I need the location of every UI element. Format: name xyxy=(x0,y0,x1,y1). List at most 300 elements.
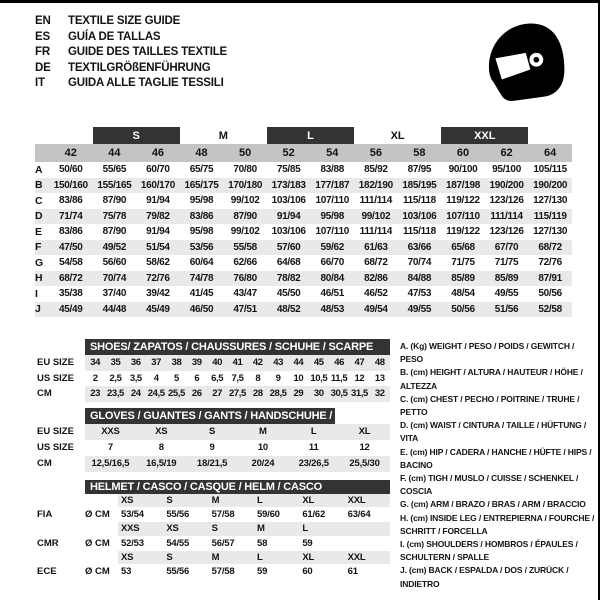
measurement-value: 80/84 xyxy=(310,271,354,287)
measurement-value: 83/86 xyxy=(59,226,83,238)
measurement-value: 91/94 xyxy=(267,209,311,225)
value-cell: 56/57 xyxy=(211,537,235,549)
size-group-xl: XL xyxy=(390,129,405,142)
guide-title: GUIDA ALLE TAGLIE TESSILI xyxy=(68,77,224,90)
measurement-value: 49/55 xyxy=(398,302,442,318)
size-cell: M xyxy=(211,551,220,563)
size-number: 46 xyxy=(136,144,180,162)
row-values xyxy=(118,522,390,536)
guide-title: GUIDE DES TAILLES TEXTILE xyxy=(68,46,227,59)
measurement-value: 55/58 xyxy=(223,240,267,256)
value-cell: 58 xyxy=(256,537,268,549)
measurement-value: 103/106 xyxy=(271,226,306,238)
measurement-value: 107/110 xyxy=(315,226,349,238)
measurement-value: 155/165 xyxy=(93,178,137,194)
main-size-table xyxy=(35,127,572,317)
value-cell: 16,5/19 xyxy=(146,457,177,469)
measurement-value: 173/183 xyxy=(267,178,311,194)
unit-spacer xyxy=(85,494,118,508)
value-cell: 11 xyxy=(308,441,319,453)
gloves-table xyxy=(0,424,400,472)
language-code: FR xyxy=(35,46,50,59)
unit-label: Ø CM xyxy=(85,537,110,549)
measurement-value: 65/75 xyxy=(189,164,214,176)
measurement-value: 59/62 xyxy=(310,240,354,256)
value-cell: 20/24 xyxy=(251,457,275,469)
row-label-spacer xyxy=(37,522,85,536)
value-cell: 36 xyxy=(130,357,141,368)
measurement-value: 41/45 xyxy=(189,288,214,300)
row-values xyxy=(85,386,390,402)
value-cell: 59 xyxy=(302,537,313,549)
row-values xyxy=(85,355,390,371)
measurement-row xyxy=(35,302,572,318)
measurement-value: 48/54 xyxy=(451,288,475,300)
size-group-spacer xyxy=(528,127,572,144)
language-code: IT xyxy=(35,77,45,90)
value-cell: 28,5 xyxy=(269,388,287,399)
legend-entry: A. (Kg) WEIGHT / PESO / POIDS / GEWITCH / PESO xyxy=(400,341,575,365)
measurement-letter: F xyxy=(35,240,49,256)
measurement-value: 52/58 xyxy=(528,302,572,318)
row-values xyxy=(85,456,390,472)
helmet-logo-icon xyxy=(477,16,569,110)
standard-label: FIA xyxy=(37,509,53,520)
value-cell: 27,5 xyxy=(229,388,246,399)
measurement-value: 115/119 xyxy=(528,209,572,225)
value-cell: 37 xyxy=(151,357,162,368)
value-cell: 61/62 xyxy=(302,509,326,520)
value-cell: 4 xyxy=(153,372,159,384)
row-values xyxy=(118,494,390,508)
helmet-values-row xyxy=(0,507,400,522)
measurement-row xyxy=(35,271,572,287)
measurement-row xyxy=(35,286,572,302)
measurement-value: 62/66 xyxy=(233,257,257,269)
measurement-value: 91/94 xyxy=(146,195,170,207)
legend-entry: E. (cm) HIP / CADERA / HANCHE / HÜFTE / HIPS / BACINO xyxy=(400,446,592,470)
measurement-value: 50/56 xyxy=(441,302,485,318)
value-cell: 59/60 xyxy=(256,509,280,520)
measurement-value: 51/56 xyxy=(485,302,529,318)
size-group-spacer xyxy=(35,127,93,144)
value-cell: 57/58 xyxy=(211,566,235,577)
size-cell: M xyxy=(211,494,220,506)
measurement-value: 54/58 xyxy=(59,257,83,269)
measurement-value: 51/54 xyxy=(136,240,180,256)
value-cell: 44 xyxy=(293,357,304,368)
legend-entry: F. (cm) TIGH / MUSLO / CUISSE / SCHENKEL / COSCIA xyxy=(400,473,579,497)
measurement-value: 99/102 xyxy=(230,195,260,207)
value-cell: 23 xyxy=(90,388,101,399)
size-number: 54 xyxy=(310,144,354,162)
measurement-value: 68/72 xyxy=(49,271,93,287)
measurement-value: 165/175 xyxy=(180,178,224,194)
measurement-value: 107/110 xyxy=(441,209,485,225)
row-label: CM xyxy=(37,457,52,469)
row-values xyxy=(118,551,390,565)
size-number-spacer xyxy=(35,144,49,162)
measurement-value: 75/78 xyxy=(93,209,137,225)
measurement-value: 47/53 xyxy=(407,288,432,300)
size-number: 60 xyxy=(441,144,485,162)
measurement-value: 111/114 xyxy=(359,195,393,207)
measurement-value: 160/170 xyxy=(136,178,180,194)
value-cell: 32 xyxy=(374,388,385,399)
measurement-value: 105/115 xyxy=(533,164,567,176)
unit-spacer xyxy=(85,522,118,536)
measurement-value: 177/187 xyxy=(310,178,354,194)
value-cell: 25,5 xyxy=(168,388,185,399)
size-number-row xyxy=(35,144,572,162)
value-cell: 2,5 xyxy=(109,372,122,384)
measurement-value: 119/122 xyxy=(446,195,480,207)
measurement-letter: C xyxy=(35,194,43,207)
measurement-value: 90/100 xyxy=(448,164,478,176)
value-cell: 10 xyxy=(293,372,304,384)
size-group-s: S xyxy=(93,127,180,144)
row-label: CM xyxy=(37,388,52,399)
value-cell: 7 xyxy=(107,441,113,453)
value-cell: 7,5 xyxy=(231,372,244,384)
measurement-letter: B xyxy=(35,178,49,194)
value-cell: 53 xyxy=(121,566,132,577)
size-group-m: M xyxy=(218,129,228,142)
value-cell: 8 xyxy=(158,441,164,453)
measurement-letter: E xyxy=(35,225,42,238)
value-cell: 35 xyxy=(110,357,121,368)
value-cell: 10 xyxy=(257,441,268,453)
measurement-value: 115/118 xyxy=(402,226,436,238)
row-label: EU SIZE xyxy=(37,357,74,368)
measurement-value: 87/90 xyxy=(102,226,127,238)
value-cell: 2 xyxy=(92,372,98,384)
value-cell: 18/21,5 xyxy=(196,457,228,469)
measurement-value: 111/114 xyxy=(485,209,529,225)
language-row xyxy=(35,76,227,92)
measurement-value: 87/95 xyxy=(407,164,432,176)
value-cell: 26 xyxy=(191,388,202,399)
value-cell: 45 xyxy=(313,357,324,368)
size-row xyxy=(0,371,400,387)
value-cell: 11,5 xyxy=(330,372,348,384)
measurement-value: 50/56 xyxy=(538,288,562,300)
measurement-value: 87/90 xyxy=(102,195,127,207)
value-cell: 43 xyxy=(273,357,283,368)
legend-entry: C. (cm) CHEST / PECHO / POITRINE / TRUHE / PETTO xyxy=(400,393,580,418)
size-cell: M xyxy=(256,523,265,534)
measurement-value: 46/51 xyxy=(320,288,345,300)
measurement-value: 37/40 xyxy=(102,288,127,300)
helmet-sizes-row xyxy=(0,494,400,508)
value-cell: 55/56 xyxy=(166,509,190,520)
measurement-value: 190/200 xyxy=(528,178,572,194)
value-cell: 31,5 xyxy=(350,388,368,399)
measurement-legend xyxy=(400,340,597,591)
footwear-apparel-tables xyxy=(0,339,400,579)
row-label: EU SIZE xyxy=(37,425,74,437)
row-values xyxy=(118,536,390,551)
value-cell: 52/53 xyxy=(121,537,144,549)
legend-entry: G. (cm) ARM / BRAZO / BRAS / ARM / BRACCIO xyxy=(400,499,586,510)
measurement-value: 99/102 xyxy=(354,209,398,225)
size-cell: XS xyxy=(166,523,179,534)
measurement-value: 55/65 xyxy=(102,164,127,176)
unit-spacer xyxy=(85,551,118,565)
measurement-value: 67/70 xyxy=(485,240,529,256)
row-label: US SIZE xyxy=(37,372,74,384)
value-cell: 57/58 xyxy=(211,509,235,520)
value-cell: S xyxy=(209,425,216,437)
helmet-values-row xyxy=(0,536,400,551)
measurement-value: 45/50 xyxy=(276,288,301,300)
value-cell: 61 xyxy=(347,566,358,577)
size-group-row xyxy=(35,127,572,144)
measurement-value: 107/110 xyxy=(315,195,349,207)
row-values xyxy=(118,564,390,579)
legend-entry: J. (cm) BACK / ESPALDA / DOS / ZURÜCK / INDIETRO xyxy=(400,565,569,589)
value-cell: 30 xyxy=(313,388,324,399)
value-cell: 38 xyxy=(171,357,182,368)
size-row xyxy=(0,424,400,440)
helmet-sizes-row xyxy=(0,522,400,536)
value-cell xyxy=(345,536,390,551)
standard-label: CMR xyxy=(37,537,59,549)
measurement-value: 87/91 xyxy=(528,271,572,287)
size-row xyxy=(0,355,400,371)
measurement-row xyxy=(35,178,572,194)
measurement-value: 85/89 xyxy=(441,271,485,287)
value-cell: 24,5 xyxy=(147,388,165,399)
measurement-value: 49/54 xyxy=(354,302,398,318)
measurement-value: 61/63 xyxy=(354,240,398,256)
value-cell: 30,5 xyxy=(330,388,348,399)
size-cell: XXL xyxy=(347,551,366,563)
value-cell: 46 xyxy=(334,357,344,368)
unit-label: Ø CM xyxy=(85,509,110,520)
measurement-value: 47/50 xyxy=(49,240,93,256)
value-cell: 25,5/30 xyxy=(349,457,380,469)
measurement-row xyxy=(35,240,572,256)
helmet-sizes-row xyxy=(0,551,400,565)
measurement-row xyxy=(35,193,572,209)
measurement-value: 111/114 xyxy=(359,226,393,238)
row-label: US SIZE xyxy=(37,441,74,453)
value-cell: 5 xyxy=(174,372,179,384)
measurement-value: 185/195 xyxy=(398,178,442,194)
value-cell: 41 xyxy=(232,357,243,368)
value-cell: 55/56 xyxy=(166,566,190,577)
size-number: 44 xyxy=(93,144,137,162)
value-cell: L xyxy=(310,425,317,437)
value-cell: 27 xyxy=(212,388,223,399)
language-row xyxy=(35,30,227,46)
measurement-value: 190/200 xyxy=(485,178,529,194)
value-cell: 63/64 xyxy=(347,509,371,520)
measurement-value: 60/64 xyxy=(189,257,214,269)
measurement-value: 119/122 xyxy=(446,226,480,238)
helmet-table-title: HELMET / CASCO / CASQUE / HELM / CASCO xyxy=(85,480,390,494)
value-cell: 24 xyxy=(130,388,141,399)
measurement-value: 83/86 xyxy=(59,195,83,207)
measurement-value: 82/86 xyxy=(354,271,398,287)
measurement-value: 46/52 xyxy=(364,288,388,300)
value-cell: 28 xyxy=(252,388,263,399)
value-cell: 53/54 xyxy=(121,509,144,520)
guide-title: GUÍA DE TALLAS xyxy=(68,30,161,43)
size-number: 62 xyxy=(485,144,529,162)
measurement-value: 43/47 xyxy=(233,288,257,300)
language-row xyxy=(35,14,227,30)
measurement-value: 95/98 xyxy=(189,226,214,238)
measurement-value: 83/88 xyxy=(320,164,345,176)
size-cell: L xyxy=(302,523,308,534)
measurement-value: 39/42 xyxy=(146,288,170,300)
measurement-value: 115/118 xyxy=(402,195,436,207)
language-code: ES xyxy=(35,30,50,43)
measurement-row xyxy=(35,162,572,178)
helmet-table xyxy=(0,494,400,580)
row-label-spacer xyxy=(37,494,85,508)
size-cell: XXS xyxy=(121,523,140,534)
value-cell: 8 xyxy=(255,372,261,384)
size-cell xyxy=(345,522,390,536)
measurement-value: 170/180 xyxy=(223,178,267,194)
measurement-letter: J xyxy=(35,302,49,318)
measurement-value: 70/80 xyxy=(233,164,257,176)
measurement-letter: A xyxy=(35,163,43,176)
measurement-value: 187/198 xyxy=(441,178,485,194)
unit-label: Ø CM xyxy=(85,566,110,577)
measurement-value: 57/60 xyxy=(267,240,311,256)
value-cell: 6,5 xyxy=(211,372,224,384)
value-cell: 60 xyxy=(302,566,313,577)
value-cell: 13 xyxy=(374,372,385,384)
value-cell: 10,5 xyxy=(310,372,328,384)
measurement-value: 87/90 xyxy=(223,209,267,225)
measurement-letter: G xyxy=(35,256,43,269)
gloves-table-title: GLOVES / GUANTES / GANTS / HANDSCHUHE / GUANTI xyxy=(85,408,335,424)
measurement-value: 48/53 xyxy=(310,302,354,318)
measurement-value: 49/55 xyxy=(494,288,519,300)
value-cell: XL xyxy=(358,425,371,437)
value-cell: 54/55 xyxy=(166,537,190,549)
measurement-value: 47/51 xyxy=(223,302,267,318)
measurement-value: 71/75 xyxy=(494,257,519,269)
measurement-value: 45/49 xyxy=(49,302,93,318)
measurement-value: 66/70 xyxy=(320,257,345,269)
measurement-value: 78/82 xyxy=(267,271,311,287)
measurement-letter: I xyxy=(35,287,38,300)
size-cell: XL xyxy=(302,551,315,563)
measurement-value: 45/49 xyxy=(136,302,180,318)
value-cell: 29 xyxy=(293,388,304,399)
value-cell: 47 xyxy=(354,357,365,368)
measurement-value: 50/60 xyxy=(59,164,83,176)
measurement-value: 85/89 xyxy=(485,271,529,287)
row-label-spacer xyxy=(37,551,85,565)
size-row xyxy=(0,386,400,402)
measurement-value: 123/126 xyxy=(489,195,524,207)
measurement-value: 56/60 xyxy=(102,257,127,269)
measurement-value: 72/76 xyxy=(538,257,562,269)
size-number: 48 xyxy=(180,144,224,162)
measurement-value: 95/98 xyxy=(189,195,214,207)
value-cell: 40 xyxy=(212,357,223,368)
size-row xyxy=(0,456,400,472)
measurement-value: 68/72 xyxy=(528,240,572,256)
size-group-l: L xyxy=(267,127,354,144)
size-cell: XXL xyxy=(347,494,366,506)
measurement-row xyxy=(35,209,572,225)
value-cell: 59 xyxy=(256,566,268,577)
size-number: 52 xyxy=(267,144,311,162)
size-number: 56 xyxy=(354,144,398,162)
row-values xyxy=(85,424,390,440)
legend-entry: D. (cm) WAIST / CINTURA / TAILLE / HÜFTUNG / VITA xyxy=(400,420,587,444)
measurement-value: 79/82 xyxy=(136,209,180,225)
measurement-value: 85/92 xyxy=(364,164,388,176)
size-cell: L xyxy=(256,494,263,506)
value-cell: 23/26,5 xyxy=(298,457,329,469)
guide-title: TEXTILGRÖßENFÜHRUNG xyxy=(68,61,211,74)
measurement-value: 95/98 xyxy=(310,209,354,225)
measurement-row xyxy=(35,255,572,271)
size-number: 42 xyxy=(49,144,93,162)
value-cell: 34 xyxy=(90,357,101,368)
size-group-xxl: XXL xyxy=(441,127,528,144)
measurement-value: 60/70 xyxy=(146,164,170,176)
value-cell: 23,5 xyxy=(107,388,124,399)
size-cell: L xyxy=(256,551,263,563)
measurement-value: 71/74 xyxy=(49,209,93,225)
measurement-value: 70/74 xyxy=(93,271,137,287)
measurement-letter: H xyxy=(35,271,49,287)
measurement-value: 123/126 xyxy=(489,226,524,238)
shoes-table xyxy=(0,355,400,402)
row-values xyxy=(118,507,390,522)
measurement-value: 99/102 xyxy=(230,226,260,238)
language-code: DE xyxy=(35,61,51,74)
helmet-values-row xyxy=(0,564,400,579)
size-cell: S xyxy=(166,494,173,506)
value-cell: 9 xyxy=(275,372,281,384)
value-cell: 12 xyxy=(354,372,365,384)
measurement-value: 68/72 xyxy=(364,257,388,269)
measurement-value: 72/76 xyxy=(136,271,180,287)
measurement-value: 103/106 xyxy=(398,209,442,225)
size-cell: S xyxy=(211,523,218,534)
measurement-value: 65/68 xyxy=(441,240,485,256)
size-number: 50 xyxy=(223,144,267,162)
measurement-value: 76/80 xyxy=(223,271,267,287)
value-cell: XS xyxy=(155,425,168,437)
value-cell: M xyxy=(259,425,267,437)
measurement-value: 84/88 xyxy=(398,271,442,287)
measurement-value: 64/68 xyxy=(276,257,301,269)
measurement-letter: D xyxy=(35,209,49,225)
size-number: 64 xyxy=(528,144,572,162)
measurement-value: 44/48 xyxy=(93,302,137,318)
measurement-value: 75/85 xyxy=(276,164,301,176)
measurement-value: 53/56 xyxy=(180,240,224,256)
legend-entry: H. (cm) INSIDE LEG / ENTREPIERNA / FOURCHE / SCHRITT / FORCELLA xyxy=(400,512,595,536)
standard-label: ECE xyxy=(37,566,57,577)
measurement-value: 127/130 xyxy=(533,226,568,238)
legend-entry: B. (cm) HEIGHT / ALTURA / HAUTEUR / HÖHE / ALTEZZA xyxy=(400,367,583,391)
size-cell: XL xyxy=(302,494,315,506)
language-row xyxy=(35,45,227,61)
